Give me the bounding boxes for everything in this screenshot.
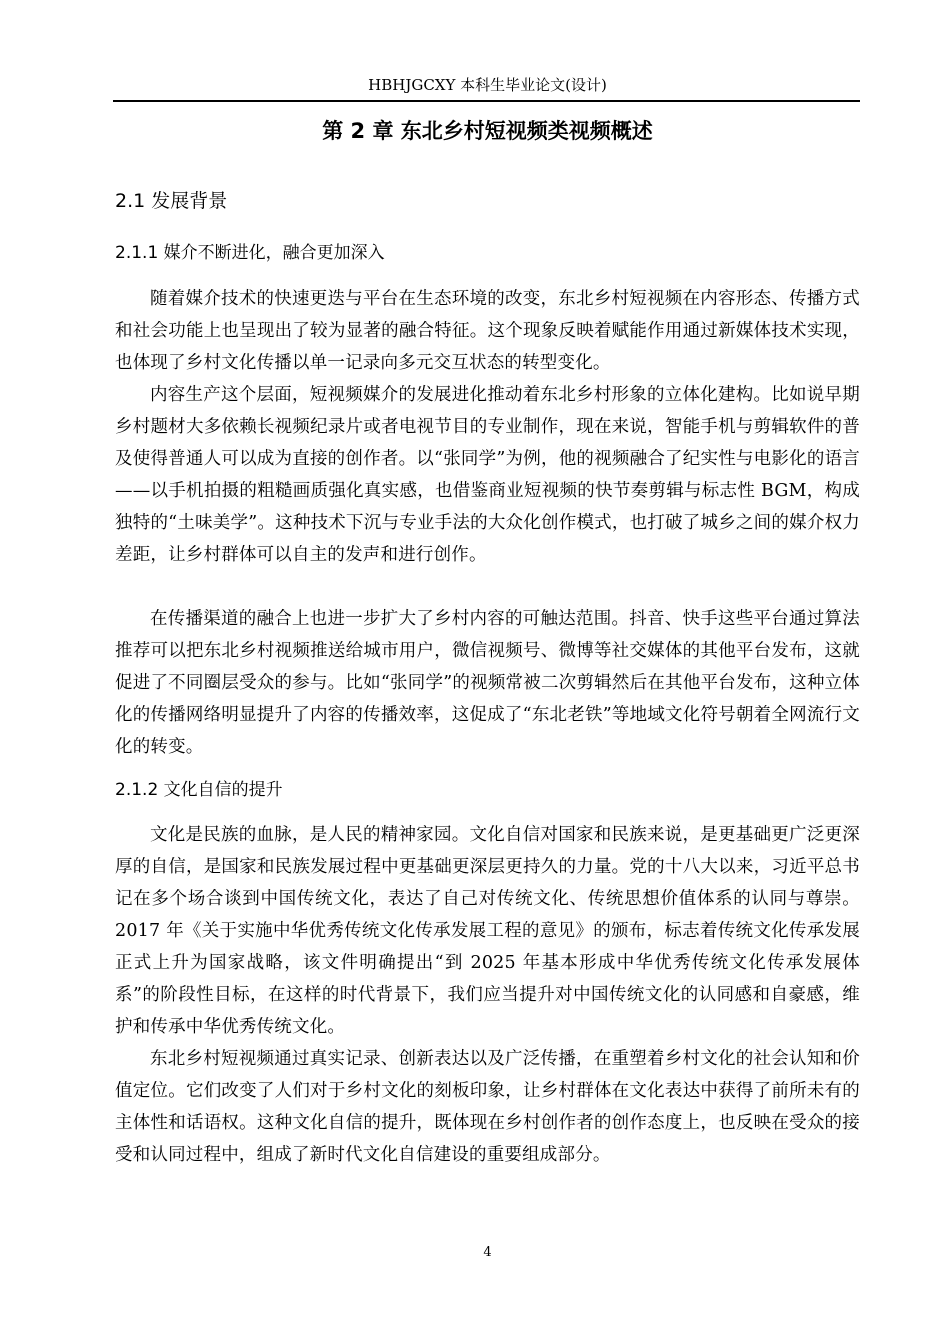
paragraph-2-1-1-1: 随着媒介技术的快速更迭与平台在生态环境的改变，东北乡村短视频在内容形态、传播方式和社会功能上也呈现出了较为显著的融合特征。这个现象反映着赋能作用通过新媒体技术实现，也体现了乡村文化传播以单一记录向多元交互状态的转型变化。 [115,289,860,373]
header-rule [113,100,860,102]
paragraph-2-1-1-2: 内容生产这个层面，短视频媒介的发展进化推动着东北乡村形象的立体化建构。比如说早期乡村题材大多依赖长视频纪录片或者电视节目的专业制作，现在来说，智能手机与剪辑软件的普及使得普通人可以成为直接的创作者。以“张同学”为例，他的视频融合了纪实性与电影化的语言——以手机拍摄的粗糙画质强化真实感，也借鉴商业短视频的快节奏剪辑与标志性 BGM，构成独特的“土味美学”。这种技术下沉与专业手法的大众化创作模式，也打破了城乡之间的媒介权力差距，让乡村群体可以自主的发声和进行创作。 [115,385,860,565]
page-number: 4 [483,1245,492,1260]
chapter-title: 第 2 章 东北乡村短视频类视频概述 [322,119,653,143]
paragraph-2-1-2-1: 文化是民族的血脉，是人民的精神家园。文化自信对国家和民族来说，是更基础更广泛更深厚的自信，是国家和民族发展过程中更基础更深层更持久的力量。党的十八大以来，习近平总书记在多个场合谈到中国传统文化，表达了自己对传统文化、传统思想价值体系的认同与尊崇。2017 年《关于实施中华优秀传统文化传承发展工程的意见》的颁布，标志着传统文化传承发展正式上升为国家战略，该文件明确提出“到 2025 年基本形成中华优秀传统文化传承发展体系”的阶段性目标，在这样的时代背景下，我们应当提升对中国传统文化的认同感和自豪感，维护和传承中华优秀传统文化。 [115,825,860,1037]
paragraph-2-1-1-3: 在传播渠道的融合上也进一步扩大了乡村内容的可触达范围。抖音、快手这些平台通过算法推荐可以把东北乡村视频推送给城市用户，微信视频号、微博等社交媒体的其他平台发布，这就促进了不同圈层受众的参与。比如“张同学”的视频常被二次剪辑然后在其他平台发布，这种立体化的传播网络明显提升了内容的传播效率，这促成了“东北老铁”等地域文化符号朝着全网流行文化的转变。 [115,609,860,757]
section-heading-2-1: 2.1 发展背景 [115,190,228,212]
paragraph-2-1-2-2: 东北乡村短视频通过真实记录、创新表达以及广泛传播，在重塑着乡村文化的社会认知和价值定位。它们改变了人们对于乡村文化的刻板印象，让乡村群体在文化表达中获得了前所未有的主体性和话语权。这种文化自信的提升，既体现在乡村创作者的创作态度上，也反映在受众的接受和认同过程中，组成了新时代文化自信建设的重要组成部分。 [115,1049,860,1165]
running-header: HBHJGCXY 本科生毕业论文(设计) [368,76,607,94]
section-heading-2-1-2: 2.1.2 文化自信的提升 [115,780,283,800]
section-heading-2-1-1: 2.1.1 媒介不断进化，融合更加深入 [115,243,385,263]
